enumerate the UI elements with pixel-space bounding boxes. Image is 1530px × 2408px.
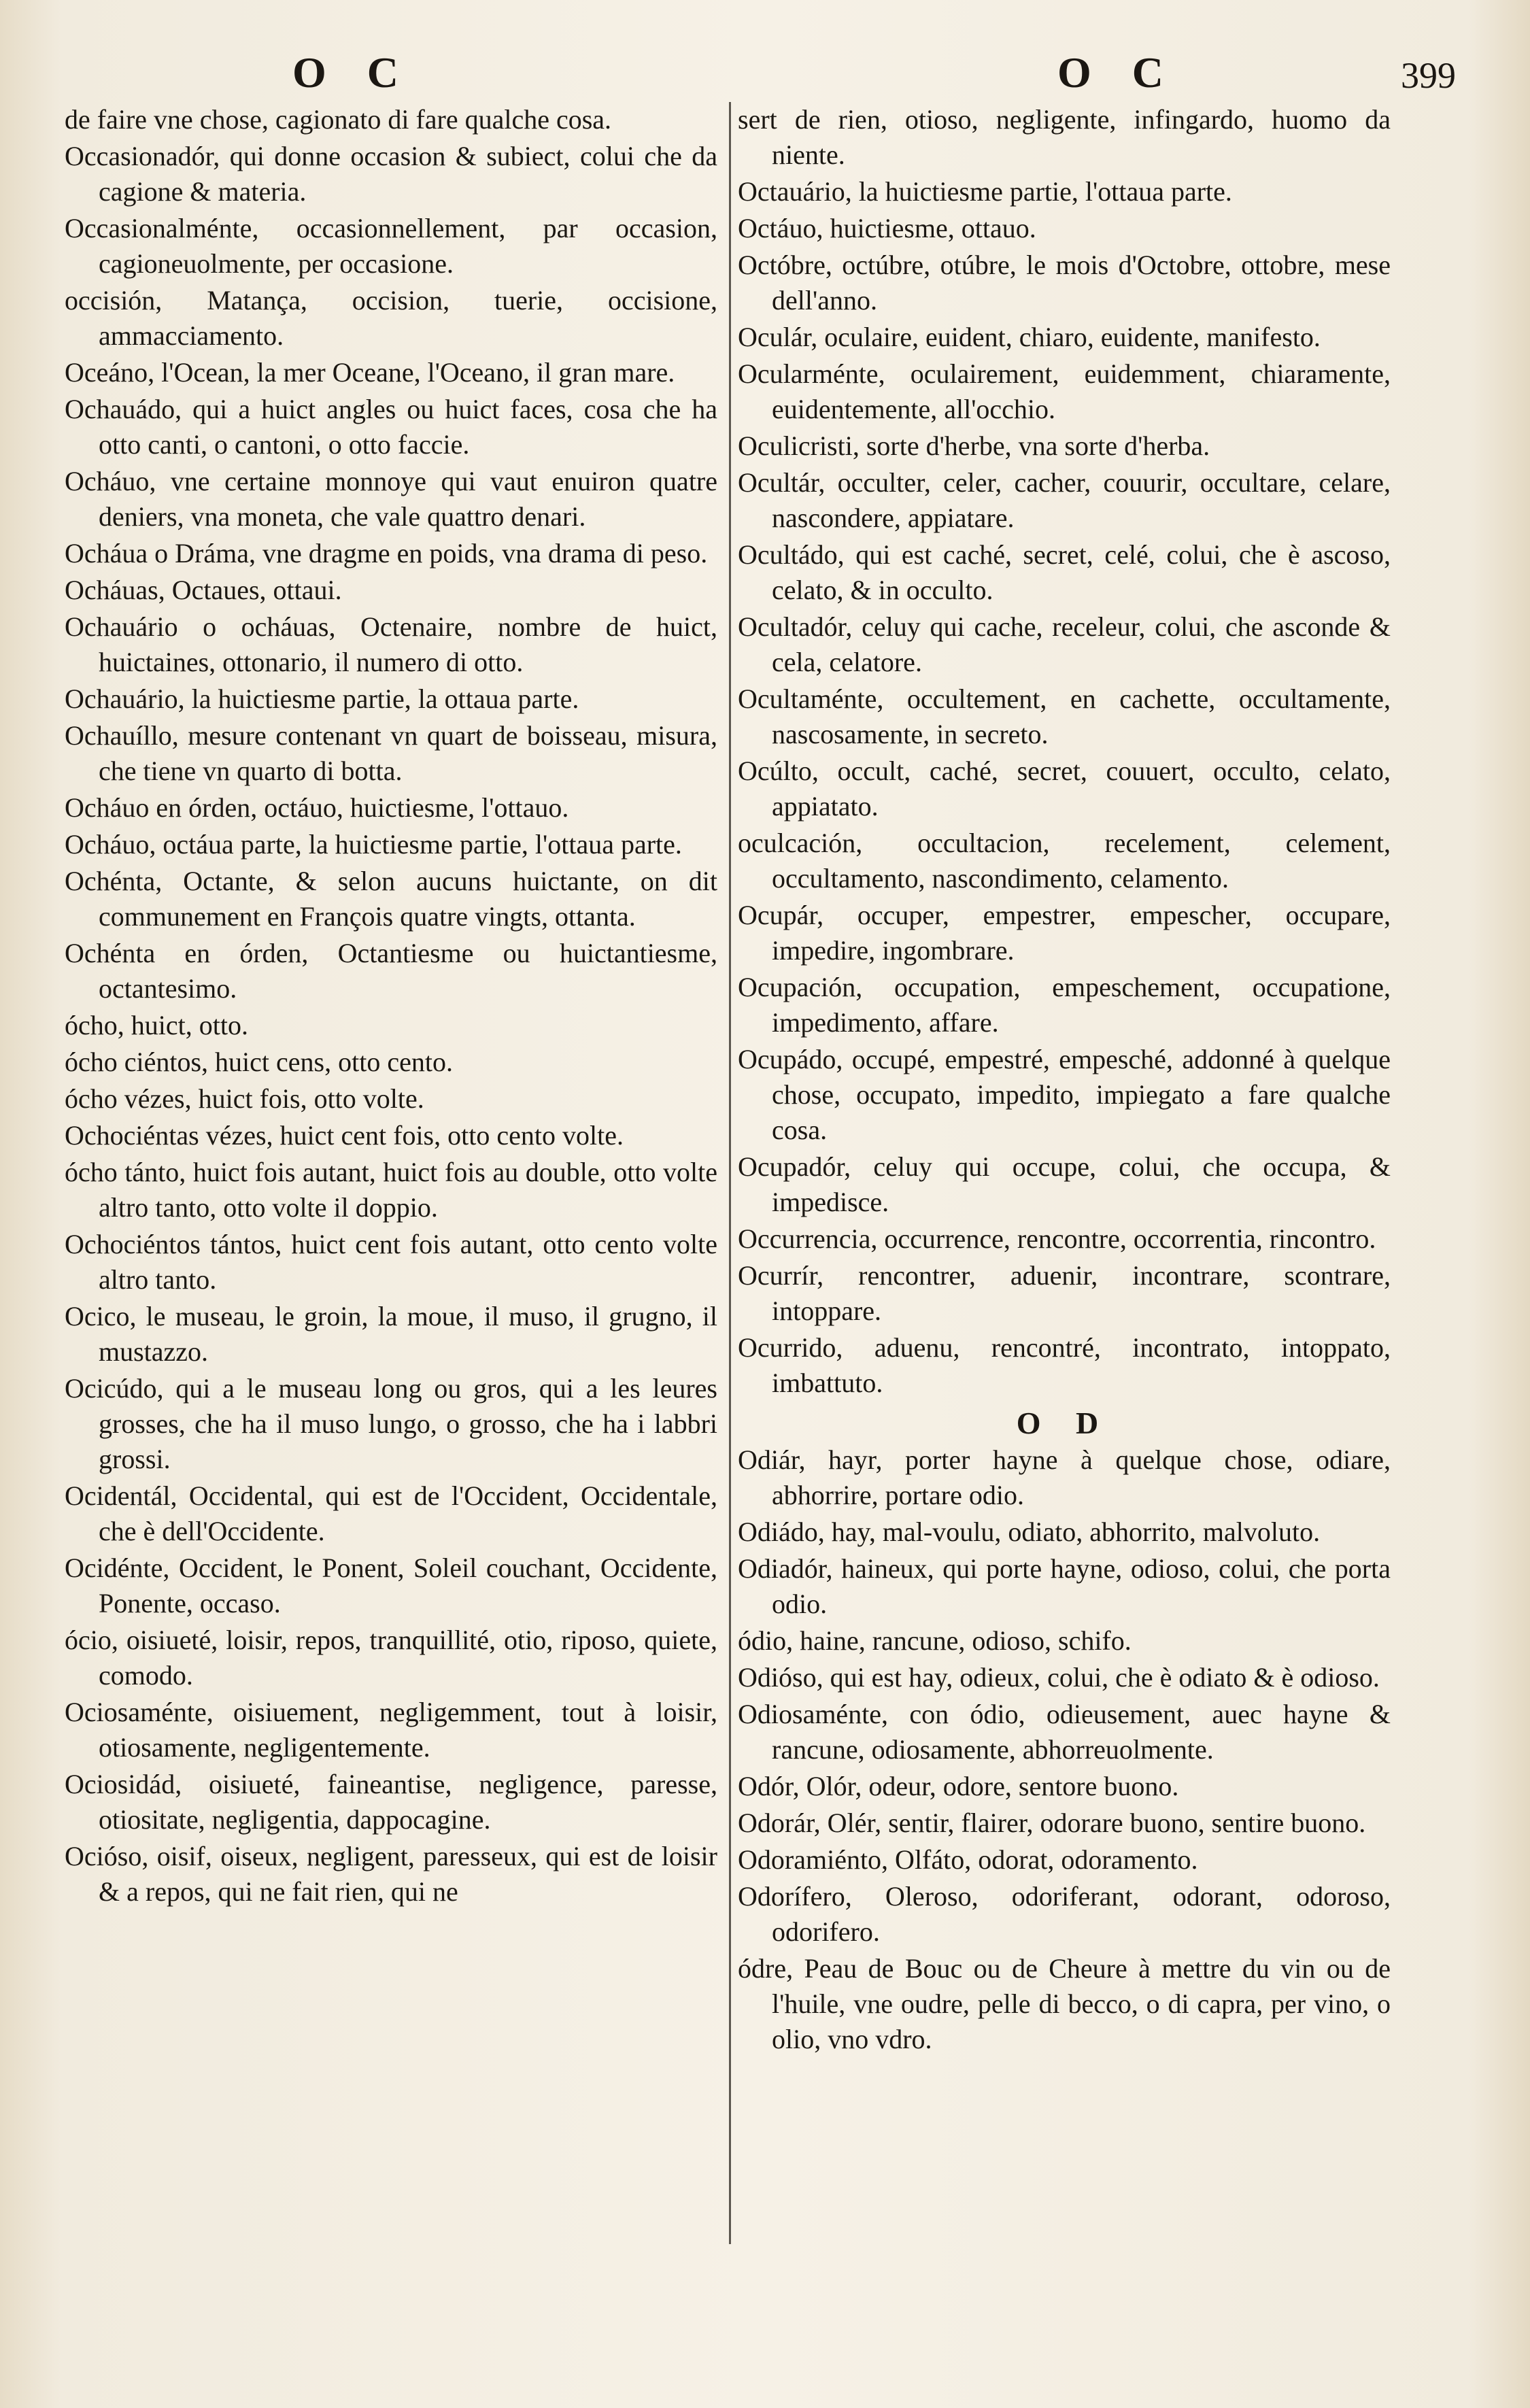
entry: Octóbre, octúbre, otúbre, le mois d'Octobre, ottobre, mese dell'anno. xyxy=(738,250,1391,316)
entry: Occurrencia, occurrence, rencontre, occorrentia, rincontro. xyxy=(738,1223,1376,1254)
entry: Ocicúdo, qui a le museau long ou gros, qui a les leures grosses, che ha il muso lungo, o grosso, che ha i labbri grossi. xyxy=(65,1373,717,1474)
entry: Ocúlto, occult, caché, secret, couuert, occulto, celato, appiatato. xyxy=(738,756,1391,821)
entry: de faire vne chose, cagionato di fare qualche cosa. xyxy=(65,104,612,135)
entry: Octáuo, huictiesme, ottauo. xyxy=(738,213,1036,243)
entry: ócho vézes, huict fois, otto volte. xyxy=(65,1083,424,1114)
entry: Ochociéntos tántos, huict cent fois autant, otto cento volte altro tanto. xyxy=(65,1229,717,1295)
entry: oculcación, occultacion, recelement, celement, occultamento, nascondimento, celamento. xyxy=(738,828,1391,894)
entry: Odiádo, hay, mal-voulu, odiato, abhorrito, malvoluto. xyxy=(738,1516,1321,1547)
entry: ócio, oisiueté, loisir, repos, tranquillité, otio, riposo, quiete, comodo. xyxy=(65,1625,717,1691)
entry: Odorífero, Oleroso, odoriferant, odorant, odoroso, odorifero. xyxy=(738,1881,1391,1947)
entry: Odióso, qui est hay, odieux, colui, che è odiato & è odioso. xyxy=(738,1662,1380,1693)
entry: Ocupádo, occupé, empestré, empesché, addonné à quelque chose, occupato, impedito, impiegato a fare qualche cosa. xyxy=(738,1044,1391,1145)
entry: Ocháuas, Octaues, ottaui. xyxy=(65,575,342,605)
entry: Occasionadór, qui donne occasion & subiect, colui che da cagione & materia. xyxy=(65,141,717,207)
entry: Odiár, hayr, porter hayne à quelque chose, odiare, abhorrire, portare odio. xyxy=(738,1444,1391,1510)
entry: Ocháuo, octáua parte, la huictiesme partie, l'ottaua parte. xyxy=(65,829,682,860)
entry: Ocháuo en órden, octáuo, huictiesme, l'ottauo. xyxy=(65,792,569,823)
entry: Ocularménte, oculairement, euidemment, chiaramente, euidentemente, all'occhio. xyxy=(738,358,1391,424)
entry: Ochauádo, qui a huict angles ou huict faces, cosa che ha otto canti, o cantoni, o otto faccie. xyxy=(65,394,717,460)
entry: Ochénta en órden, Octantiesme ou huictantiesme, octantesimo. xyxy=(65,938,717,1004)
entry: Ocultadór, celuy qui cache, receleur, colui, che asconde & cela, celatore. xyxy=(738,611,1391,677)
entry: Ocico, le museau, le groin, la moue, il muso, il grugno, il mustazzo. xyxy=(65,1301,717,1367)
entry: ócho tánto, huict fois autant, huict fois au double, otto volte altro tanto, otto volte il doppio. xyxy=(65,1157,717,1223)
entry: Ochauário, la huictiesme partie, la ottaua parte. xyxy=(65,683,579,714)
entry: Ocultádo, qui est caché, secret, celé, colui, che è ascoso, celato, & in occulto. xyxy=(738,539,1391,605)
entry: occisión, Matança, occision, tuerie, occisione, ammacciamento. xyxy=(65,285,717,351)
entry: Ocupadór, celuy qui occupe, colui, che occupa, & impedisce. xyxy=(738,1151,1391,1217)
entry: Odiosaménte, con ódio, odieusement, auec hayne & rancune, odiosamente, abhorreuolmente. xyxy=(738,1699,1391,1765)
entry: Oceáno, l'Ocean, la mer Oceane, l'Oceano, il gran mare. xyxy=(65,357,675,388)
running-head-right: O C xyxy=(1057,48,1178,97)
entry: Ochénta, Octante, & selon aucuns huictante, on dit communement en François quatre vingts, ottanta. xyxy=(65,866,717,932)
entry: Ocháua o Dráma, vne dragme en poids, vna drama di peso. xyxy=(65,538,708,569)
entry: Ocidentál, Occidental, qui est de l'Occident, Occidentale, che è dell'Occidente. xyxy=(65,1480,717,1546)
entry: Ocháuo, vne certaine monnoye qui vaut enuiron quatre deniers, vna moneta, che vale quattro denari. xyxy=(65,466,717,532)
entry: Odiadór, haineux, qui porte hayne, odioso, colui, che porta odio. xyxy=(738,1553,1391,1619)
entry: Oculár, oculaire, euident, chiaro, euidente, manifesto. xyxy=(738,322,1321,352)
entry: Ocióso, oisif, oiseux, negligent, paresseux, qui est de loisir & a repos, qui ne fait rien, qui ne xyxy=(65,1841,717,1907)
entry: Ocultaménte, occultement, en cachette, occultamente, nascosamente, in secreto. xyxy=(738,683,1391,749)
entry: Ocidénte, Occident, le Ponent, Soleil couchant, Occidente, Ponente, occaso. xyxy=(65,1553,717,1618)
entry: Ocupación, occupation, empeschement, occupatione, impedimento, affare. xyxy=(738,972,1391,1038)
entry: ódio, haine, rancune, odioso, schifo. xyxy=(738,1625,1132,1656)
column-divider xyxy=(729,102,731,2244)
entry: Odoramiénto, Olfáto, odorat, odoramento. xyxy=(738,1844,1198,1875)
entry: ócho, huict, otto. xyxy=(65,1010,248,1040)
entry: Ocultár, occulter, celer, cacher, couurir, occultare, celare, nascondere, appiatare. xyxy=(738,467,1391,533)
entry: Occasionalménte, occasionnellement, par occasion, cagioneuolmente, per occasione. xyxy=(65,213,717,279)
right-column xyxy=(738,102,1391,2058)
entry: ócho ciéntos, huict cens, otto cento. xyxy=(65,1047,453,1077)
entry: Ochauário o ocháuas, Octenaire, nombre de huict, huictaines, ottonario, il numero di otto. xyxy=(65,611,717,677)
section-heading: O D xyxy=(1016,1406,1112,1440)
entry: Odór, Olór, odeur, odore, sentore buono. xyxy=(738,1771,1179,1801)
entry: Ociosidád, oisiueté, faineantise, negligence, paresse, otiositate, negligentia, dappocagine. xyxy=(65,1769,717,1835)
entry: Ocurrido, aduenu, rencontré, incontrato, intoppato, imbattuto. xyxy=(738,1332,1391,1398)
entry: Oculicristi, sorte d'herbe, vna sorte d'herba. xyxy=(738,430,1210,461)
page-number: 399 xyxy=(1401,55,1456,96)
running-head-left: O C xyxy=(292,48,413,97)
entry: sert de rien, otioso, negligente, infingardo, huomo da niente. xyxy=(738,104,1391,170)
left-column xyxy=(65,102,717,1911)
entry: Octauário, la huictiesme partie, l'ottaua parte. xyxy=(738,176,1232,207)
entry: Odorár, Olér, sentir, flairer, odorare buono, sentire buono. xyxy=(738,1808,1366,1838)
entry: ódre, Peau de Bouc ou de Cheure à mettre du vin ou de l'huile, vne oudre, pelle di becco, o di capra, per vino, o olio, vno vdro. xyxy=(738,1953,1391,2054)
entry: Ociosaménte, oisiuement, negligemment, tout à loisir, otiosamente, negligentemente. xyxy=(65,1697,717,1763)
entry: Ocurrír, rencontrer, aduenir, incontrare, scontrare, intoppare. xyxy=(738,1260,1391,1326)
entry: Ochociéntas vézes, huict cent fois, otto cento volte. xyxy=(65,1120,624,1151)
entry: Ochauíllo, mesure contenant vn quart de boisseau, misura, che tiene vn quarto di botta. xyxy=(65,720,717,786)
entry: Ocupár, occuper, empestrer, empescher, occupare, impedire, ingombrare. xyxy=(738,900,1391,966)
